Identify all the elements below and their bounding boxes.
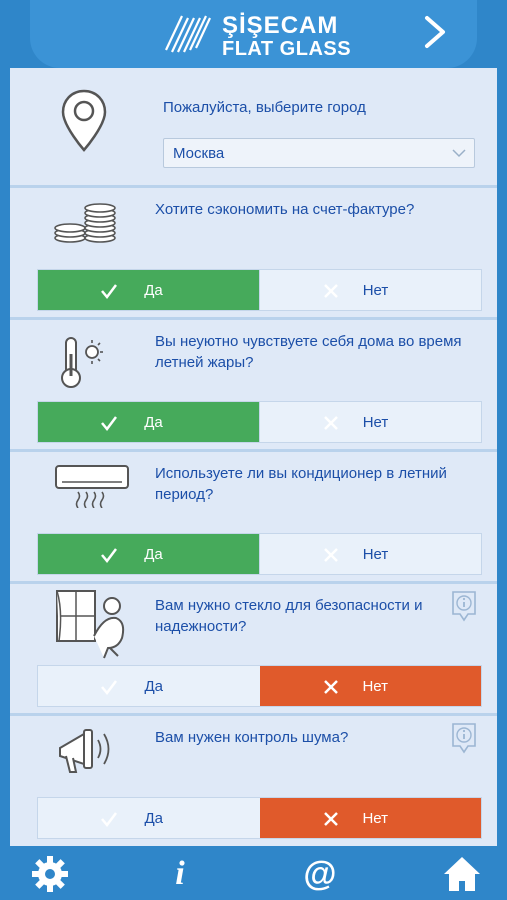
yes-button-4[interactable] [38,666,260,706]
question-section-3 [10,452,497,584]
no-label-3: Нет [362,545,389,563]
burglar-window-icon [54,588,132,660]
air-conditioner-icon [54,464,130,508]
map-pin-icon [60,88,108,154]
no-label-4: Нет [362,677,389,695]
yes-label-3: Да [144,545,163,563]
close-icon [322,414,340,432]
home-icon[interactable] [442,854,482,894]
no-button-3[interactable] [259,534,481,574]
check-icon [100,810,118,828]
app-header [0,0,507,68]
info-bubble-icon[interactable] [451,590,477,622]
no-button-5[interactable] [260,798,482,838]
chevron-down-icon [452,148,466,158]
megaphone-icon [56,722,114,778]
check-icon [100,546,118,564]
brand-subtitle: FLAT GLASS [222,38,352,60]
question-text-5: Вам нужен контроль шума? [155,729,349,746]
info-button[interactable]: i [175,855,185,892]
check-icon [100,282,118,300]
answer-row-5 [37,797,482,839]
yes-button-3[interactable] [38,534,259,574]
no-button-2[interactable] [259,402,481,442]
yes-button-1[interactable] [38,270,259,310]
answer-row-4 [37,665,482,707]
yes-label-2: Да [144,413,163,431]
yes-button-5[interactable] [38,798,260,838]
info-bubble-icon[interactable] [451,722,477,754]
no-button-4[interactable] [260,666,482,706]
no-label-5: Нет [362,809,389,827]
yes-label-5: Да [144,809,163,827]
question-section-4 [10,584,497,716]
thermometer-sun-icon [58,334,104,390]
check-icon [100,414,118,432]
brand-name: ŞİŞECAM [222,12,339,39]
question-section-1 [10,188,497,320]
close-icon [322,810,340,828]
question-text-4: Вам нужно стекло для безопасности и надежности? [155,597,423,635]
bottom-toolbar [0,846,507,900]
yes-label-4: Да [144,677,163,695]
answer-row-2 [37,401,482,443]
answer-row-1 [37,269,482,311]
question-text-2: Вы неуютно чувствуете себя дома во время летней жары? [155,333,462,371]
question-text-1: Хотите сэкономить на счет-фактуре? [155,201,415,218]
no-label-2: Нет [362,413,389,431]
yes-label-1: Да [144,281,163,299]
questionnaire-panel [10,68,497,846]
check-icon [100,678,118,696]
contact-button[interactable]: @ [303,855,337,893]
brand-logo [160,10,360,60]
no-label-1: Нет [362,281,389,299]
city-select-value: Москва [173,145,225,162]
close-icon [322,678,340,696]
logo-mark-icon [160,10,216,56]
city-select[interactable] [163,138,475,168]
no-button-1[interactable] [259,270,481,310]
question-section-5 [10,716,497,846]
yes-button-2[interactable] [38,402,259,442]
question-text-3: Используете ли вы кондиционер в летний период? [155,465,447,503]
answer-row-3 [37,533,482,575]
close-icon [322,546,340,564]
coins-icon [52,202,118,244]
gear-icon[interactable] [30,854,70,894]
city-section [10,68,497,188]
close-icon [322,282,340,300]
city-question: Пожалуйста, выберите город [163,99,366,116]
chevron-right-icon[interactable] [419,14,449,50]
question-section-2 [10,320,497,452]
